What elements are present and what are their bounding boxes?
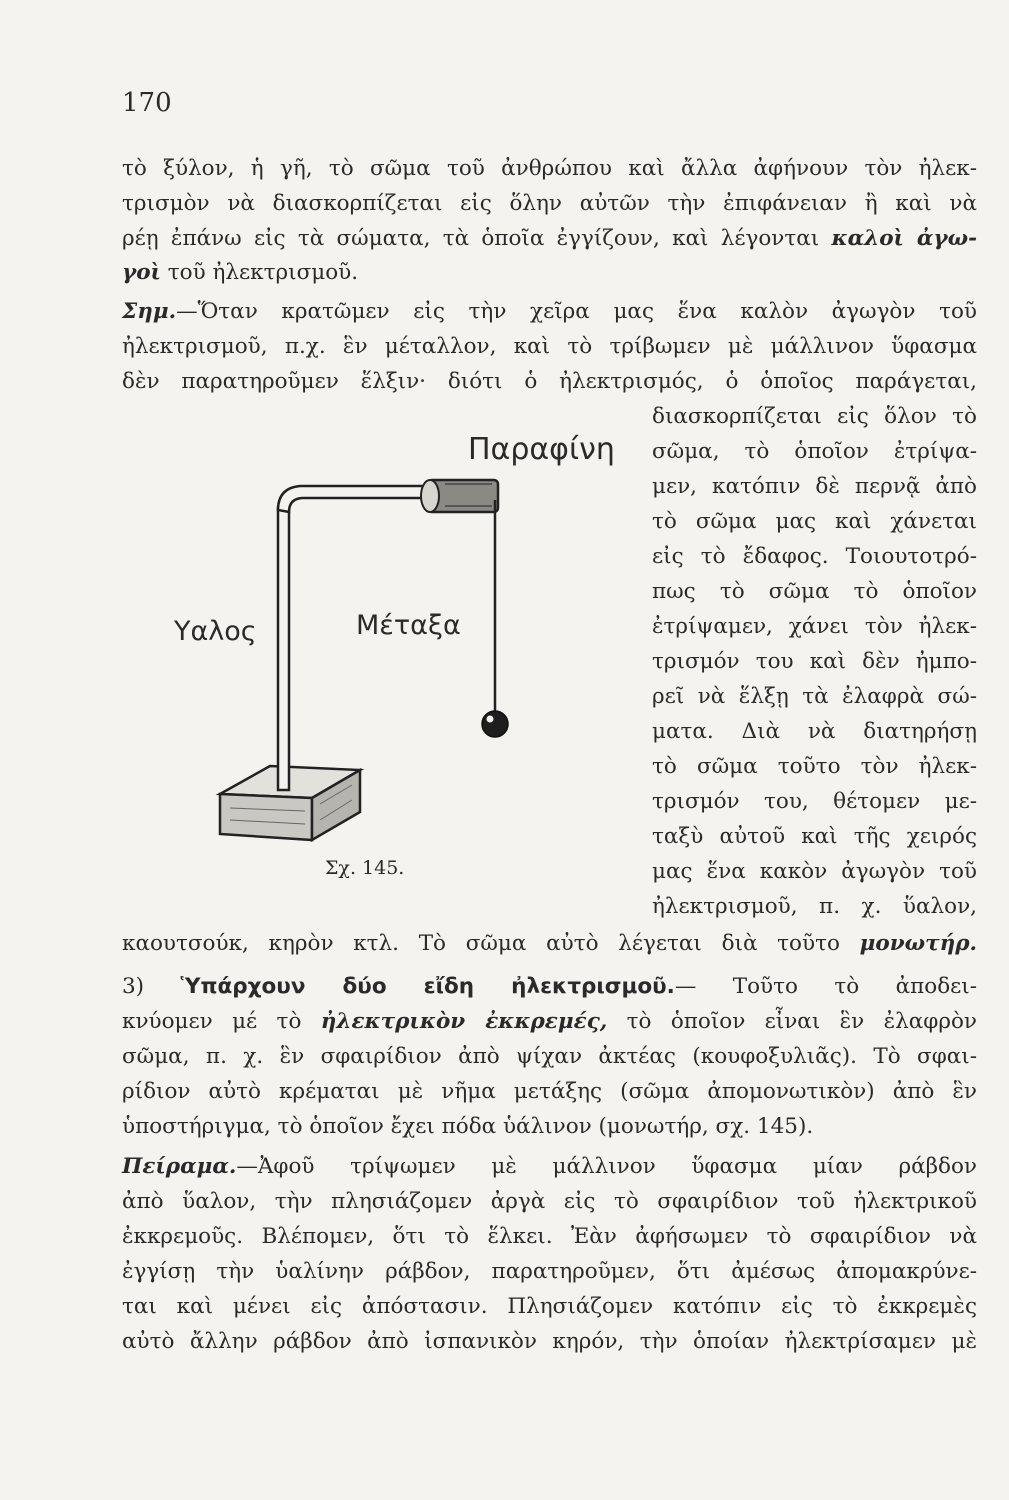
column-line: σῶμα, τὸ ὁποῖον ἐτρίψα- — [652, 439, 977, 464]
text-line — [122, 222, 977, 256]
figure-caption: Σχ. 145. — [325, 857, 405, 879]
column-line: διασκορπίζεται εἰς ὅλον τὸ — [652, 404, 977, 429]
text-line: αὐτὸ ἄλλην ράβδον ἀπὸ ἰσπανικὸν κηρόν, τὴν ὁποίαν ἠλεκτρίσαμεν μὲ — [122, 1329, 977, 1354]
text-span: —Ὅταν κρατῶμεν εἰς τὴν χεῖρα μας ἕνα καλὸν ἀγωγὸν τοῦ — [176, 299, 977, 324]
column-line: μεν, κατόπιν δὲ περνᾷ ἀπὸ — [652, 474, 977, 499]
column-line: ἠλεκτρισμοῦ, π. χ. ὕαλον, — [652, 894, 977, 919]
text-line: ἠλεκτρισμοῦ, π.χ. ἓν μέταλλον, καὶ τὸ τρίβωμεν μὲ μάλλινον ὕφασμα — [122, 334, 977, 359]
term-electric-pendulum: ἠλεκτρικὸν ἐκκρεμές, — [320, 1009, 608, 1034]
text-line: ρίδιον αὐτὸ κρέμαται μὲ νῆμα μετάξης (σῶμα ἀπομονωτικὸν) ἀπὸ ἓν — [122, 1079, 977, 1104]
text-line: τὸ ξύλον, ἡ γῆ, τὸ σῶμα τοῦ ἀνθρώπου καὶ ἄλλα ἀφήνουν τὸν ἠλεκ- — [122, 156, 977, 181]
text-line — [122, 970, 977, 1004]
term-insulator: μονωτήρ. — [859, 931, 977, 956]
label-glass: Υαλος — [174, 616, 257, 647]
label-paraffin: Παραφίνη — [468, 432, 615, 467]
column-line: τὸ σῶμα μας καὶ χάνεται — [652, 509, 977, 534]
column-line: ματα. Διὰ νὰ διατηρήσῃ — [652, 719, 977, 744]
text-span: τὸ ὁποῖον εἶναι ἓν ἐλαφρὸν — [626, 1009, 977, 1034]
page-number: 170 — [122, 88, 172, 118]
experiment-label: Πείραμα. — [122, 1154, 237, 1179]
section-heading: Ὑπάρχουν δύο εἴδη ἠλεκτρισμοῦ. — [180, 974, 675, 999]
figure-145 — [170, 432, 650, 900]
text-line — [122, 295, 977, 329]
text-span: καουτσούκ, κηρὸν κτλ. Τὸ σῶμα αὐτὸ λέγεται διὰ τοῦτο — [122, 931, 840, 956]
text-line: ἐκκρεμοῦς. Βλέπομεν, ὅτι τὸ ἕλκει. Ἐὰν ἀφήσωμεν τὸ σφαιρίδιον νὰ — [122, 1224, 977, 1249]
column-line: τρισμόν του καὶ δὲν ἠμπο- — [652, 649, 977, 674]
text-span: κνύομεν μέ τὸ — [122, 1009, 302, 1034]
text-line: τρισμὸν νὰ διασκορπίζεται εἰς ὅλην αὐτῶν τὴν ἐπιφάνειαν ἢ καὶ νὰ — [122, 191, 977, 216]
text-line — [122, 1005, 977, 1039]
text-span: ρέῃ ἐπάνω εἰς τὰ σώματα, τὰ ὁποῖα ἐγγίζουν, καὶ λέγονται — [122, 226, 820, 251]
text-line: δὲν παρατηροῦμεν ἕλξιν· διότι ὁ ἠλεκτρισμός, ὁ ὁποῖος παράγεται, — [122, 369, 977, 394]
label-silk: Μέταξα — [356, 610, 461, 641]
text-line — [122, 256, 977, 290]
text-span: —Ἀφοῦ τρίψωμεν μὲ μάλλινον ὕφασμα μίαν ράβδον — [236, 1154, 977, 1179]
section-number: 3) — [122, 974, 145, 999]
text-line: ται καὶ μένει εἰς ἀπόστασιν. Πλησιάζομεν κατόπιν εἰς τὸ ἐκκρεμὲς — [122, 1294, 977, 1319]
text-line: σῶμα, π. χ. ἓν σφαιρίδιον ἀπὸ ψίχαν ἀκτέας (κουφοξυλιᾶς). Τὸ σφαι- — [122, 1044, 977, 1069]
column-line: τρισμόν του, θέτομεν με- — [652, 789, 977, 814]
term-good-conductors: καλοὶ ἀγω- — [831, 226, 977, 251]
column-line: πως τὸ σῶμα τὸ ὁποῖον — [652, 579, 977, 604]
term-good-conductors-cont: γοὶ — [122, 260, 161, 285]
column-line: ρεῖ νὰ ἕλξῃ τὰ ἐλαφρὰ σώ- — [652, 684, 977, 709]
text-line — [122, 1150, 977, 1184]
electric-pendulum-illustration — [170, 440, 650, 900]
text-line: ἐγγίσῃ τὴν ὑαλίνην ράβδον, παρατηροῦμεν, ὅτι ἀμέσως ἀπομακρύνε- — [122, 1259, 977, 1284]
text-line: ὑποστήριγμα, τὸ ὁποῖον ἔχει πόδα ὑάλινον (μονωτήρ, σχ. 145). — [122, 1114, 814, 1139]
column-line: ταξὺ αὐτοῦ καὶ τῆς χειρός — [652, 824, 977, 849]
column-line: τὸ σῶμα τοῦτο τὸν ἠλεκ- — [652, 754, 977, 779]
text-line — [122, 927, 977, 961]
column-line: ἐτρίψαμεν, χάνει τὸν ἠλεκ- — [652, 614, 977, 639]
note-label: Σημ. — [122, 299, 177, 324]
text-span: — Τοῦτο τὸ ἀποδει- — [674, 974, 977, 999]
column-line: μας ἕνα κακὸν ἀγωγὸν τοῦ — [652, 859, 977, 884]
column-line: εἰς τὸ ἔδαφος. Τοιουτοτρό- — [652, 544, 977, 569]
text-line: ἀπὸ ὕαλον, τὴν πλησιάζομεν ἀργὰ εἰς τὸ σφαιρίδιον τοῦ ἠλεκτρικοῦ — [122, 1189, 977, 1214]
text-span: τοῦ ἠλεκτρισμοῦ. — [167, 260, 359, 285]
